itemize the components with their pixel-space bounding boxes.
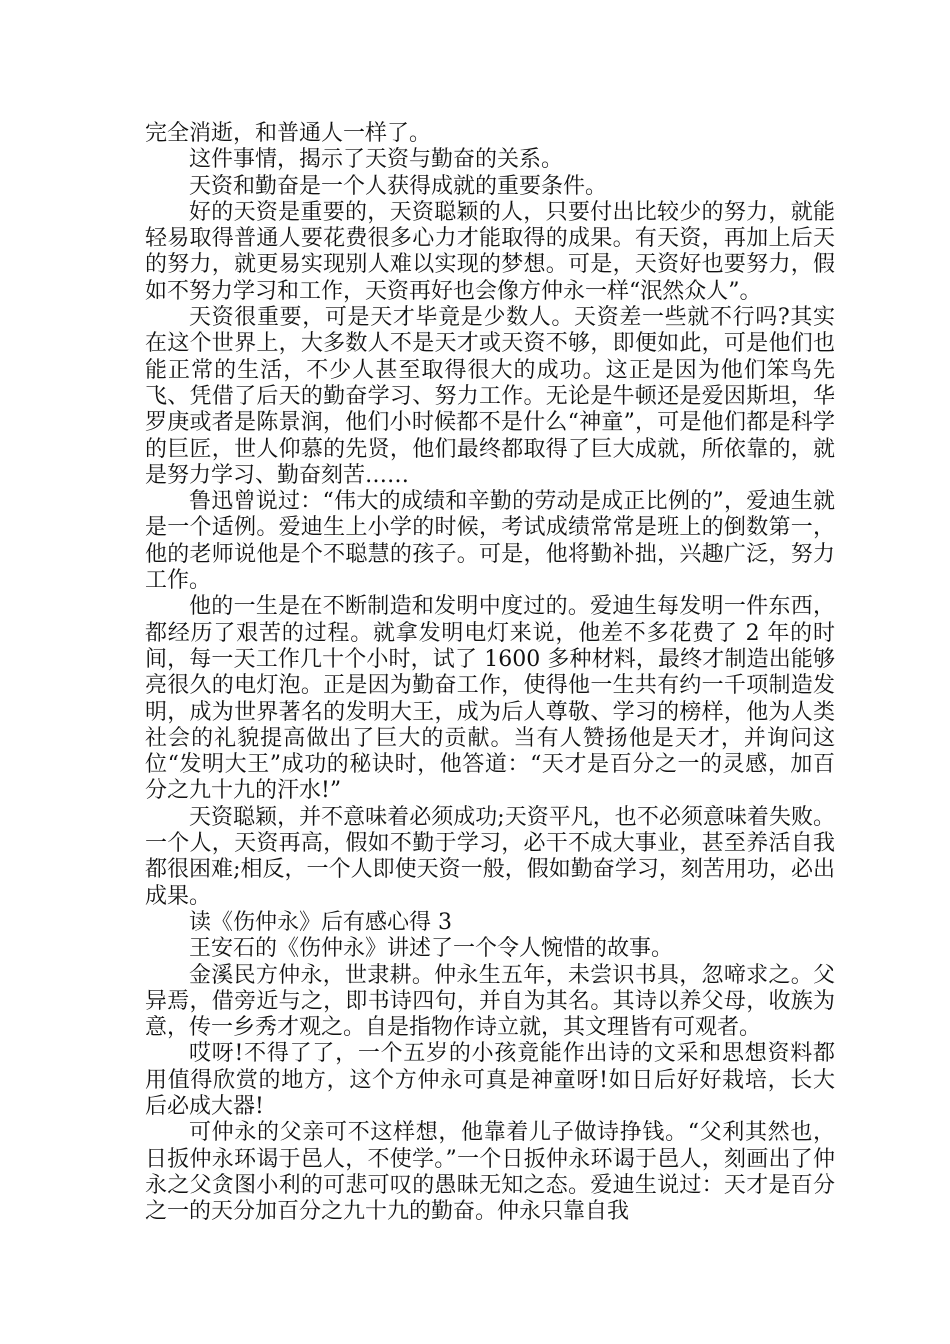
paragraph: 好的天资是重要的，天资聪颖的人，只要付出比较少的努力，就能轻易取得普通人要花费很多心力才能取得的成果。有天资，再加上后天的努力，就更易实现别人难以实现的梦想。可是，天资好也要努力，假如不努力学习和工作，天资再好也会像方仲永一样“泯然众人”。 bbox=[145, 199, 835, 304]
paragraph: 王安石的《伤仲永》讲述了一个令人惋惜的故事。 bbox=[189, 936, 674, 962]
paragraph: 哎呀!不得了了，一个五岁的小孩竟能作出诗的文采和思想资料都用值得欣赏的地方，这个方仲永可真是神童呀!如日后好好栽培，长大后必成大器! bbox=[145, 1041, 835, 1119]
section-heading: 读《伤仲永》后有感心得 3 bbox=[189, 909, 452, 935]
paragraph: 天资和勤奋是一个人获得成就的重要条件。 bbox=[189, 173, 608, 199]
paragraph: 这件事情，揭示了天资与勤奋的关系。 bbox=[189, 147, 564, 173]
paragraph: 天资聪颖，并不意味着必须成功;天资平凡，也不必须意味着失败。一个人，天资再高，假如不勤于学习，必干不成大事业，甚至养活自我都很困难;相反，一个人即使天资一般，假如勤奋学习，刻苦用功，必出成果。 bbox=[145, 804, 835, 909]
paragraph: 可仲永的父亲可不这样想，他靠着儿子做诗挣钱。“父利其然也，日扳仲永环谒于邑人，不使学。”一个日扳仲永环谒于邑人，刻画出了仲永之父贪图小利的可悲可叹的愚昧无知之态。爱迪生说过：天才是百分之一的天分加百分之九十九的勤奋。仲永只靠自我 bbox=[145, 1120, 835, 1225]
paragraph: 天资很重要，可是天才毕竟是少数人。天资差一些就不行吗?其实在这个世界上，大多数人不是天才或天资不够，即便如此，可是他们也能正常的生活，不少人甚至取得很大的成功。这正是因为他们笨鸟先飞、凭借了后天的勤奋学习、努力工作。无论是牛顿还是爱因斯坦，华罗庚或者是陈景润，他们小时候都不是什么“神童”，可是他们都是科学的巨匠，世人仰慕的先贤，他们最终都取得了巨大成就，所依靠的，就是努力学习、勤奋刻苦…… bbox=[145, 305, 835, 488]
document-page bbox=[145, 121, 835, 1225]
paragraph: 完全消逝，和普通人一样了。 bbox=[145, 121, 432, 146]
paragraph: 他的一生是在不断制造和发明中度过的。爱迪生每发明一件东西，都经历了艰苦的过程。就拿发明电灯来说，他差不多花费了 2 年的时间，每一天工作几十个小时，试了 1600 多种材料，最终才制造出能够亮很久的电灯泡。正是因为勤奋工作，使得他一生共有约一千项制造发明，成为世界著名的发明大王，成为后人尊敬、学习的榜样，他为人类社会的礼貌提高做出了巨大的贡献。当有人赞扬他是天才，并询问这位“发明大王”成功的秘诀时，他答道：“天才是百分之一的灵感，加百分之九十九的汗水!” bbox=[145, 594, 835, 804]
paragraph: 金溪民方仲永，世隶耕。仲永生五年，未尝识书具，忽啼求之。父异焉，借旁近与之，即书诗四句，并自为其名。其诗以养父母，收族为意，传一乡秀才观之。自是指物作诗立就，其文理皆有可观者。 bbox=[145, 962, 835, 1041]
paragraph: 鲁迅曾说过：“伟大的成绩和辛勤的劳动是成正比例的”，爱迪生就是一个适例。爱迪生上小学的时候，考试成绩常常是班上的倒数第一，他的老师说他是个不聪慧的孩子。可是，他将勤补拙，兴趣广泛，努力工作。 bbox=[145, 489, 835, 594]
